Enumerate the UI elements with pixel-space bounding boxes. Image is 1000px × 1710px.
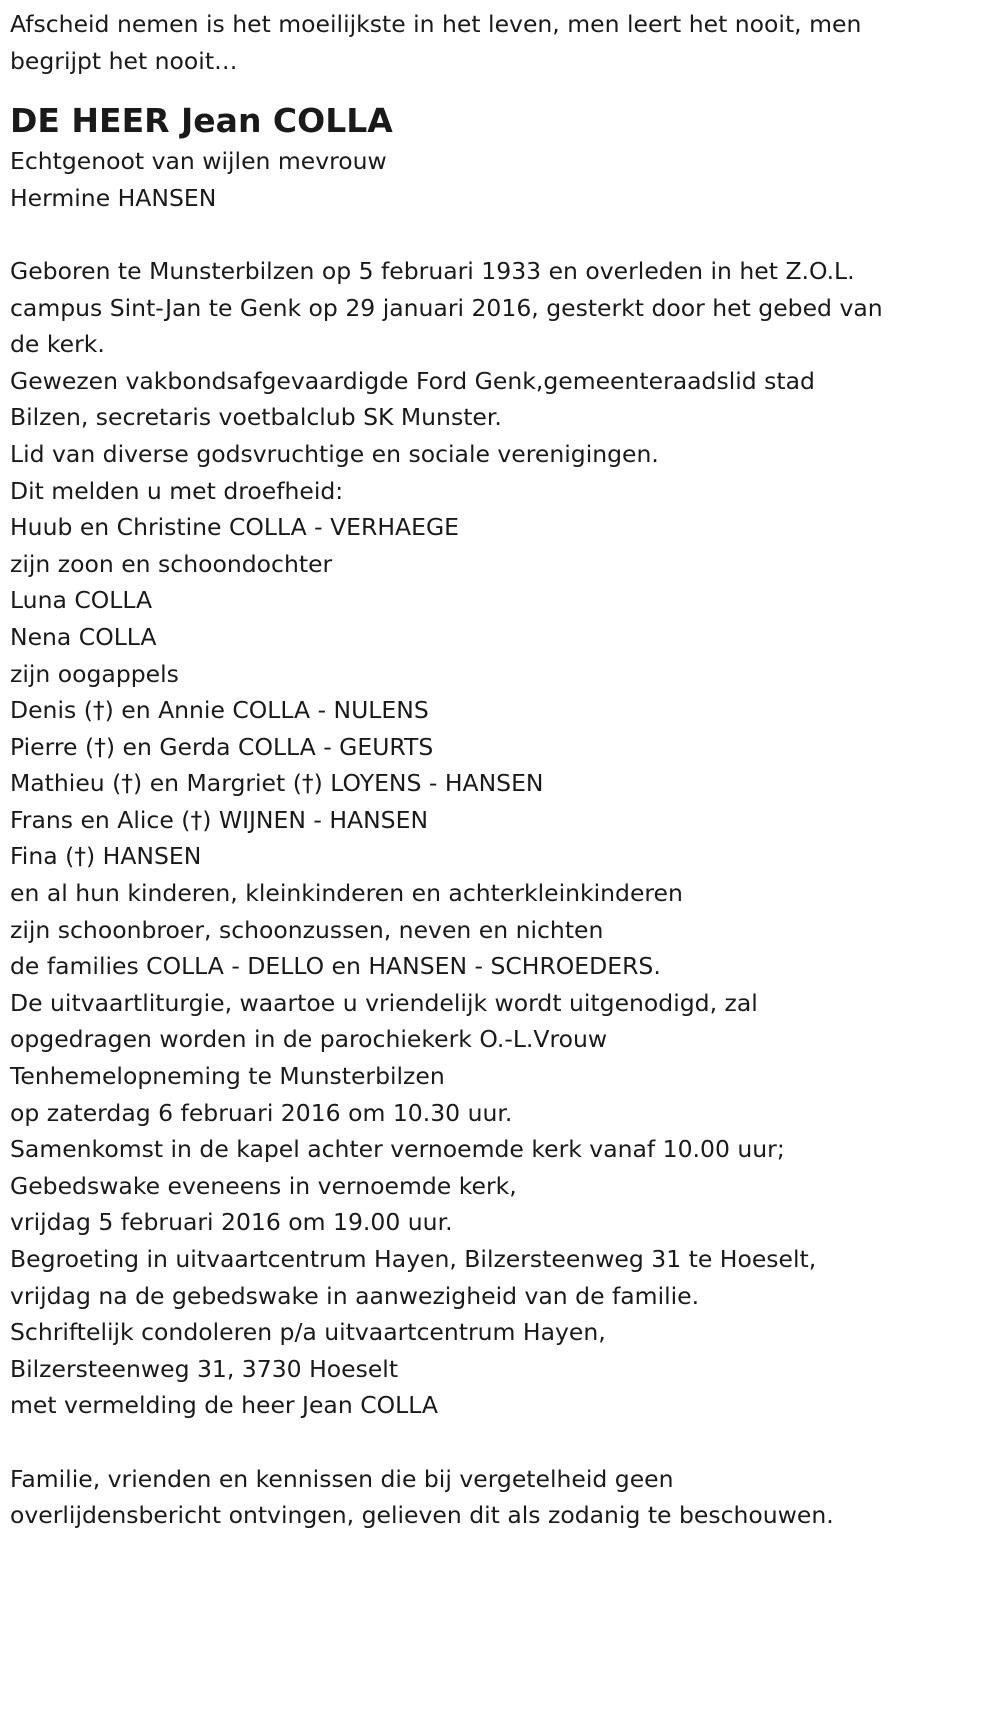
body-line: vrijdag 5 februari 2016 om 19.00 uur. — [10, 1208, 453, 1237]
body-line: Gebedswake eveneens in vernoemde kerk, — [10, 1171, 517, 1200]
spouse-info — [10, 143, 990, 216]
body-line: Bilzersteenweg 31, 3730 Hoeselt — [10, 1354, 399, 1383]
body-line: Begroeting in uitvaartcentrum Hayen, Bilzersteenweg 31 te Hoeselt, — [10, 1245, 817, 1273]
body-line: Dit melden u met droefheid: — [10, 476, 344, 505]
intro-quote — [10, 6, 990, 79]
body-line: De uitvaartliturgie, waartoe u vriendelijk wordt uitgenodigd, zal — [10, 988, 758, 1017]
body-line: Luna COLLA — [10, 586, 153, 615]
body-line: de kerk. — [10, 330, 105, 359]
body-line: campus Sint-Jan te Genk op 29 januari 2016, gesterkt door het gebed van — [10, 293, 883, 322]
body-line: vrijdag na de gebedswake in aanwezigheid van de familie. — [10, 1281, 700, 1310]
closing-note — [10, 1461, 990, 1534]
intro-line: begrijpt het nooit… — [10, 46, 238, 75]
spouse-line: Echtgenoot van wijlen mevrouw — [10, 147, 387, 176]
body-line: Nena COLLA — [10, 622, 157, 651]
deceased-name-heading: DE HEER Jean COLLA — [10, 101, 393, 141]
body-line: Tenhemelopneming te Munsterbilzen — [10, 1062, 445, 1091]
body-line: Gewezen vakbondsafgevaardigde Ford Genk,gemeenteraadslid stad — [10, 366, 815, 395]
spacer — [10, 1424, 990, 1461]
body-line: de families COLLA - DELLO en HANSEN - SCHROEDERS. — [10, 952, 661, 981]
body-line: Schriftelijk condoleren p/a uitvaartcentrum Hayen, — [10, 1318, 606, 1347]
body-line: Huub en Christine COLLA - VERHAEGE — [10, 513, 460, 542]
body-line: Pierre (†) en Gerda COLLA - GEURTS — [10, 732, 434, 761]
intro-line: Afscheid nemen is het moeilijkste in het leven, men leert het nooit, men — [10, 10, 862, 38]
spouse-line: Hermine HANSEN — [10, 183, 217, 212]
body-line: Frans en Alice (†) WIJNEN - HANSEN — [10, 805, 429, 834]
body-line: met vermelding de heer Jean COLLA — [10, 1391, 438, 1420]
body-line: zijn zoon en schoondochter — [10, 549, 333, 578]
spacer — [10, 216, 990, 253]
body-line: zijn schoonbroer, schoonzussen, neven en nichten — [10, 915, 604, 944]
body-line: en al hun kinderen, kleinkinderen en achterkleinkinderen — [10, 879, 683, 908]
body-line: Denis (†) en Annie COLLA - NULENS — [10, 696, 429, 725]
closing-line: overlijdensbericht ontvingen, gelieven dit als zodanig te beschouwen. — [10, 1501, 834, 1530]
body-line: op zaterdag 6 februari 2016 om 10.30 uur. — [10, 1098, 513, 1127]
body-line: zijn oogappels — [10, 659, 179, 688]
closing-line: Familie, vrienden en kennissen die bij vergetelheid geen — [10, 1464, 674, 1493]
body-line: opgedragen worden in de parochiekerk O.-L.Vrouw — [10, 1025, 608, 1054]
body-line: Geboren te Munsterbilzen op 5 februari 1933 en overleden in het Z.O.L. — [10, 256, 855, 285]
body-line: Samenkomst in de kapel achter vernoemde kerk vanaf 10.00 uur; — [10, 1135, 785, 1164]
body-line: Mathieu (†) en Margriet (†) LOYENS - HANSEN — [10, 769, 544, 798]
obituary-notice — [10, 6, 990, 1534]
body-line: Lid van diverse godsvruchtige en sociale verenigingen. — [10, 439, 659, 468]
obituary-body — [10, 253, 990, 1424]
body-line: Fina (†) HANSEN — [10, 842, 202, 871]
body-line: Bilzen, secretaris voetbalclub SK Munster. — [10, 403, 502, 432]
